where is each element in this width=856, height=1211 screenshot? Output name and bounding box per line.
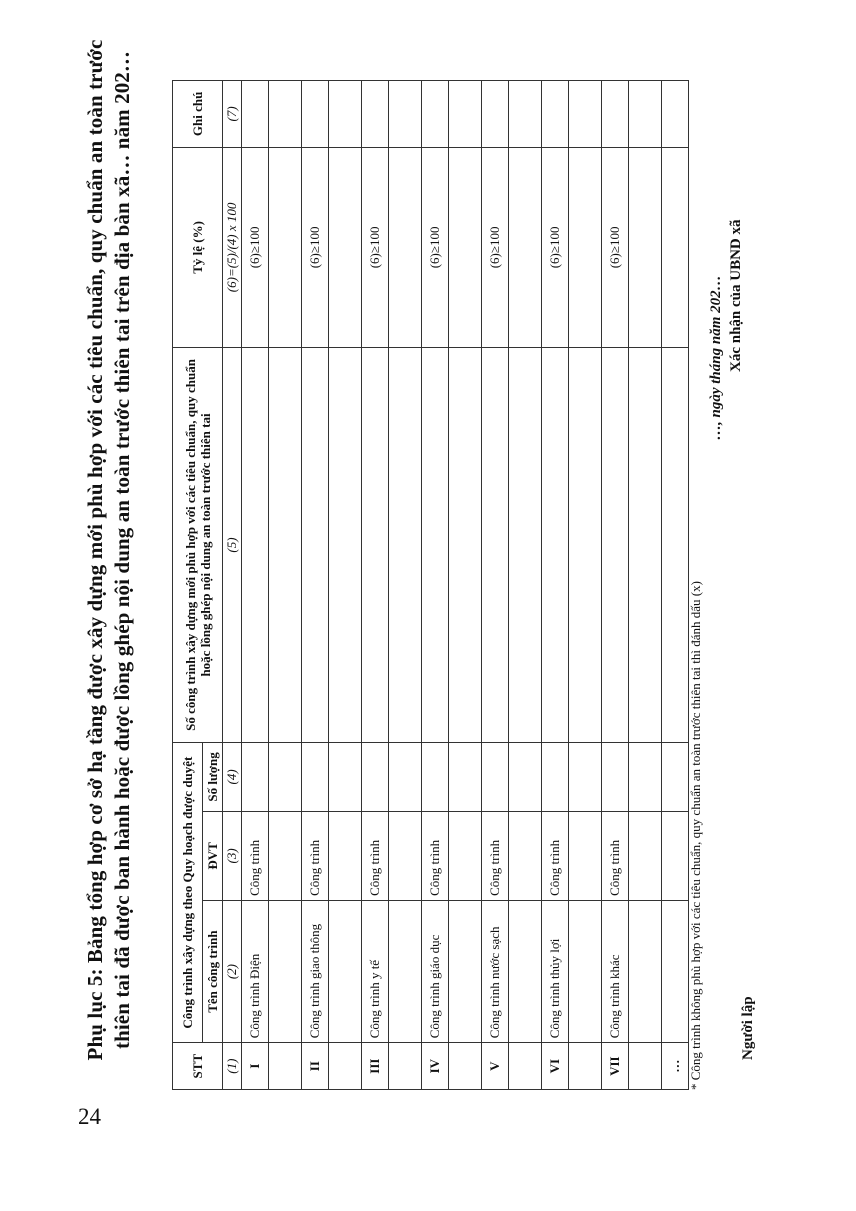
row-quantity [302, 742, 329, 811]
table-row [422, 81, 449, 1090]
header-name: Tên công trình [203, 900, 223, 1042]
row-unit: Công trình [302, 811, 329, 900]
row-unit: Công trình [542, 811, 569, 900]
blank-row [509, 81, 542, 1090]
col-number: (2) [223, 900, 242, 1042]
row-note [542, 81, 569, 148]
row-new-built [482, 348, 509, 743]
blank-cell [629, 811, 662, 900]
blank-cell [509, 811, 542, 900]
blank-row [269, 81, 302, 1090]
blank-row [629, 81, 662, 1090]
blank-cell [569, 742, 602, 811]
row-note [482, 81, 509, 148]
blank-cell [629, 900, 662, 1042]
row-name: Công trình khác [602, 900, 629, 1042]
blank-cell [662, 811, 689, 900]
row-stt: II [302, 1043, 329, 1090]
col-number: (7) [223, 81, 242, 148]
blank-cell [449, 348, 482, 743]
appendix-title: Phụ lục 5: Bảng tổng hợp cơ sở hạ tầng được xây dựng mới phù hợp với các tiêu chuẩn, quy chuẩn an toàn trước thiên tai đã được ban hành hoặc được lồng ghép nội dung an toàn trước thiên tai trên địa bàn xã… năm 202… [83, 39, 134, 1061]
row-stt: VII [602, 1043, 629, 1090]
col-number: (4) [223, 742, 242, 811]
blank-cell [269, 81, 302, 148]
row-ratio: (6)≥100 [362, 147, 389, 347]
row-name: Công trình thủy lợi [542, 900, 569, 1042]
table-row [542, 81, 569, 1090]
blank-cell [389, 1043, 422, 1090]
blank-cell [449, 81, 482, 148]
blank-cell [389, 348, 422, 743]
blank-cell [629, 742, 662, 811]
table-row [242, 81, 269, 1090]
blank-cell [329, 147, 362, 347]
row-name: Công trình nước sạch [482, 900, 509, 1042]
blank-cell [329, 348, 362, 743]
preparer-label: Người lập [740, 996, 756, 1060]
col-number: (5) [223, 348, 242, 743]
row-note [422, 81, 449, 148]
row-new-built [302, 348, 329, 743]
blank-cell [629, 81, 662, 148]
blank-cell [569, 147, 602, 347]
footnote: * Công trình không phù hợp với các tiêu chuẩn, quy chuẩn an toàn trước thiên tai thì đánh dấu (x) [688, 581, 703, 1090]
blank-cell [329, 1043, 362, 1090]
blank-cell [449, 147, 482, 347]
blank-cell [662, 81, 689, 148]
blank-cell [509, 81, 542, 148]
row-name: Công trình giao thông [302, 900, 329, 1042]
blank-cell [449, 811, 482, 900]
blank-cell [389, 900, 422, 1042]
row-unit: Công trình [362, 811, 389, 900]
row-quantity [542, 742, 569, 811]
col-number: (6)=(5)/(4) x 100 [223, 147, 242, 347]
row-quantity [602, 742, 629, 811]
blank-cell [329, 81, 362, 148]
blank-row [449, 81, 482, 1090]
header-ratio: Tỷ lệ (%) [173, 147, 223, 347]
blank-cell [269, 1043, 302, 1090]
row-stt: I [242, 1043, 269, 1090]
summary-table [172, 80, 689, 1090]
row-stt: V [482, 1043, 509, 1090]
row-name: Công trình giáo dục [422, 900, 449, 1042]
row-new-built [602, 348, 629, 743]
row-new-built [242, 348, 269, 743]
blank-cell [449, 742, 482, 811]
row-unit: Công trình [242, 811, 269, 900]
row-ratio: (6)≥100 [302, 147, 329, 347]
blank-cell [569, 811, 602, 900]
row-note [362, 81, 389, 148]
blank-row [389, 81, 422, 1090]
row-unit: Công trình [482, 811, 509, 900]
row-unit: Công trình [422, 811, 449, 900]
table-row [482, 81, 509, 1090]
row-ratio: (6)≥100 [542, 147, 569, 347]
blank-cell [449, 900, 482, 1042]
blank-cell [269, 811, 302, 900]
row-unit: Công trình [602, 811, 629, 900]
row-stt: III [362, 1043, 389, 1090]
rotated-appendix-page [80, 0, 780, 1100]
blank-cell [569, 348, 602, 743]
row-note [302, 81, 329, 148]
row-note [602, 81, 629, 148]
blank-cell [509, 1043, 542, 1090]
blank-cell [509, 147, 542, 347]
row-name: Công trình Điện [242, 900, 269, 1042]
col-number: (1) [223, 1043, 242, 1090]
blank-cell [269, 147, 302, 347]
row-quantity [362, 742, 389, 811]
row-stt: VI [542, 1043, 569, 1090]
blank-cell [389, 81, 422, 148]
blank-cell [629, 1043, 662, 1090]
blank-cell [629, 348, 662, 743]
row-stt: IV [422, 1043, 449, 1090]
numbering-row [223, 81, 242, 1090]
blank-cell [569, 81, 602, 148]
table-row [302, 81, 329, 1090]
blank-cell [329, 900, 362, 1042]
date-line: …, ngày tháng năm 202… [708, 275, 724, 440]
blank-cell [389, 147, 422, 347]
blank-cell [329, 742, 362, 811]
row-quantity [482, 742, 509, 811]
blank-cell [662, 147, 689, 347]
row-ratio: (6)≥100 [242, 147, 269, 347]
header-planned-works: Công trình xây dựng theo Quy hoạch được duyệt [173, 742, 203, 1042]
blank-cell [269, 900, 302, 1042]
row-ratio: (6)≥100 [482, 147, 509, 347]
row-quantity [422, 742, 449, 811]
row-new-built [362, 348, 389, 743]
blank-cell [509, 348, 542, 743]
table-row [362, 81, 389, 1090]
blank-cell [662, 900, 689, 1042]
blank-cell [629, 147, 662, 347]
blank-cell [389, 742, 422, 811]
table-row [602, 81, 629, 1090]
blank-row [569, 81, 602, 1090]
col-number: (3) [223, 811, 242, 900]
blank-cell [269, 348, 302, 743]
blank-cell [329, 811, 362, 900]
header-unit: ĐVT [203, 811, 223, 900]
blank-cell [569, 900, 602, 1042]
blank-cell [509, 742, 542, 811]
ellipsis-row [662, 81, 689, 1090]
blank-cell [662, 348, 689, 743]
row-new-built [422, 348, 449, 743]
blank-cell [269, 742, 302, 811]
row-ratio: (6)≥100 [422, 147, 449, 347]
blank-cell [662, 742, 689, 811]
blank-cell [569, 1043, 602, 1090]
header-stt: STT [173, 1043, 223, 1090]
blank-cell [449, 1043, 482, 1090]
blank-cell [389, 811, 422, 900]
blank-cell [509, 900, 542, 1042]
blank-row [329, 81, 362, 1090]
header-quantity: Số lượng [203, 742, 223, 811]
row-name: Công trình y tế [362, 900, 389, 1042]
row-new-built [542, 348, 569, 743]
header-note: Ghi chú [173, 81, 223, 148]
row-ratio: (6)≥100 [602, 147, 629, 347]
ellipsis-cell: … [662, 1043, 689, 1090]
row-note [242, 81, 269, 148]
commune-confirmation-label: Xác nhận của UBND xã [728, 219, 744, 372]
row-quantity [242, 742, 269, 811]
header-new-built: Số công trình xây dựng mới phù hợp với các tiêu chuẩn, quy chuẩn hoặc lồng ghép nội dung an toàn trước thiên tai [173, 348, 223, 743]
page-number: 24 [78, 1104, 101, 1129]
